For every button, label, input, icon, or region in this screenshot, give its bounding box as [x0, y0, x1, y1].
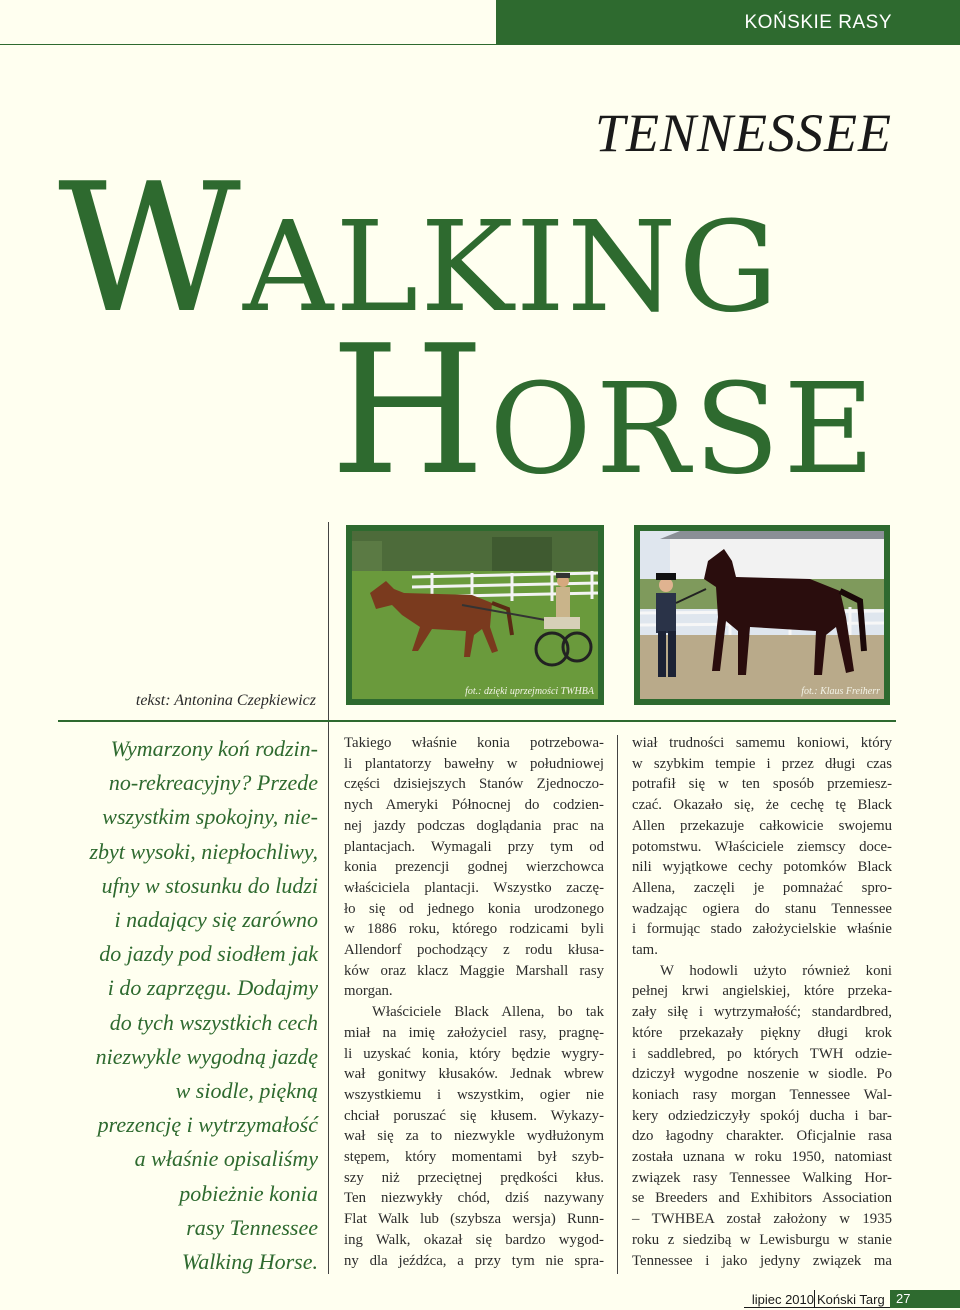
page-number: 27 — [890, 1290, 960, 1308]
body-line: pełnej krwi angielskiej, które przeka- — [632, 983, 892, 1000]
body-line: – TWHBEA został założony w 1935 — [632, 1211, 892, 1228]
body-line: wał się za to niezwykle wydłużonym — [344, 1128, 604, 1145]
body-line: dziczył wygodne noszenie w siodle. Po — [632, 1066, 892, 1083]
body-line: se Breeders and Exhibitors Association — [632, 1190, 892, 1207]
body-line: Tennessee i jako jedyny związek ma — [632, 1252, 892, 1269]
photo-horse-handler — [634, 525, 890, 705]
body-line: Flat Walk lub (szybsza wersja) Runn- — [344, 1211, 604, 1228]
body-line: kery odziedziczyły spokój ducha i bar- — [632, 1107, 892, 1124]
lead-line: prezencję i wytrzymałość — [97, 1112, 318, 1138]
body-line: Takiego właśnie konia potrzebowa- — [344, 735, 604, 751]
lead-line: no-rekreacyjny? Przede — [108, 770, 318, 796]
body-line: nych Ameryki Północnej do codzien- — [344, 797, 604, 814]
lead-line: w siodle, piękną — [175, 1078, 318, 1104]
body-line: Właściciele Black Allena, bo tak — [372, 1004, 604, 1021]
body-line: nili wyjątkowe cechy potomków Black — [632, 859, 892, 876]
lead-line: do jazdy pod siodłem jak — [99, 941, 318, 967]
body-line: została uznana w roku 1950, natomiast — [632, 1149, 892, 1166]
footer-rule — [744, 1307, 890, 1308]
lead-line: Walking Horse. — [181, 1249, 318, 1275]
lead-line: i do zaprzęgu. Dodajmy — [107, 975, 318, 1001]
body-line: potomstwu. Właściciele ziemscy doce- — [632, 838, 892, 855]
body-line: wał gonitwy kłusaków. Jednak wbrew — [344, 1066, 604, 1083]
body-line: dzo łagodny charakter. Oficjalnie rasa — [632, 1128, 892, 1145]
body-line: ło się od jednego konia urodzonego — [344, 900, 604, 917]
body-line: ny dla jeźdźca, a przy tym nie spra- — [344, 1252, 604, 1269]
body-line: morgan. — [344, 983, 393, 1000]
body-line: konia prezencji godnej wierzchowca — [344, 859, 604, 876]
body-line: roku z siedzibą w Lewisburgu w stanie — [632, 1231, 892, 1248]
lead-line: rasy Tennessee — [186, 1214, 318, 1240]
lead-paragraph — [52, 732, 318, 1279]
body-line: li uzyskać konia, który będzie wygry- — [344, 1045, 604, 1062]
lead-line: ufny w stosunku do ludzi — [101, 872, 318, 898]
body-line: związek rasy Tennessee Walking Hor- — [632, 1169, 892, 1186]
photo-horse-cart — [346, 525, 604, 705]
photo-credit-2: fot.: Klaus Freiherr — [801, 686, 880, 697]
body-line: Allendorf pochodzący z rodu kłusa- — [344, 942, 604, 959]
body-line: właściciela plantacji. Wszystko zaczę- — [344, 879, 604, 896]
body-line: Allena, zaczęli je pomnażać spro- — [632, 879, 892, 896]
lead-line: a właśnie opisaliśmy — [134, 1146, 318, 1172]
section-label: KOŃSKIE RASY — [744, 11, 892, 33]
column-divider-2 — [617, 735, 618, 1274]
body-line: tam. — [632, 942, 658, 959]
body-line: li plantatorzy bawełny w południowej — [344, 755, 604, 772]
column-divider — [328, 522, 329, 1274]
body-line: ków oraz klacz Maggie Marshall rasy — [344, 962, 604, 979]
author-byline: tekst: Antonina Czepkiewicz — [135, 692, 316, 709]
title-walking: Walking — [58, 145, 781, 352]
body-line: które przekazały piękny długi krok — [632, 1024, 892, 1041]
section-header-bar — [496, 0, 960, 45]
body-line: ing Walk, okazał się bardzo wygod- — [344, 1231, 604, 1248]
body-line: w szybkim tempie i przez długi czas — [632, 755, 892, 772]
lead-line: do tych wszystkich cech — [109, 1009, 318, 1035]
footer-separator — [814, 1290, 815, 1308]
body-line: wadzając ogiera do stanu Tennessee — [632, 900, 892, 917]
body-line: koniach rasy morgan Tennessee Wal- — [632, 1086, 892, 1103]
lead-line: Wymarzony koń rodzin- — [110, 736, 318, 761]
lead-line: i nadający się zarówno — [114, 907, 318, 933]
body-line: szy niż przeciętnej prędkości kłus. — [344, 1169, 604, 1186]
body-column-2 — [632, 733, 892, 1271]
lead-line: pobieżnie konia — [179, 1180, 318, 1206]
body-line: chciał poruszać się kłusem. Wykazy- — [344, 1107, 604, 1124]
title-pre: TENNESSEE — [594, 103, 892, 163]
body-line: miał na imię założyciel rasy, pragnę- — [344, 1024, 604, 1041]
footer-issue: lipiec 2010 — [751, 1292, 814, 1307]
body-line: plantacjach. Wymagali przy tym od — [344, 838, 604, 855]
title-horse: Horse — [330, 307, 879, 514]
lead-line: niezwykle wygodną jazdę — [95, 1043, 318, 1069]
body-line: wiał trudności samemu koniowi, który — [632, 735, 892, 751]
body-line: wszystkiemu i wszystkim, ogier nie — [344, 1086, 604, 1103]
header-rule — [0, 44, 496, 45]
section-rule — [58, 720, 896, 722]
body-line: Allen przekazuje całkowicie swojemu — [632, 817, 892, 834]
body-line: czać. Okazało się, że cechę tę Black — [632, 797, 892, 814]
body-line: w 1886 roku, którego rodzicami byli — [344, 921, 604, 938]
lead-line: zbyt wysoki, niepłochliwy, — [89, 838, 318, 864]
body-line: i formując stado założycielskie właśnie — [632, 921, 892, 938]
body-line: zały siłę i wytrzymałość; standardbred, — [632, 1004, 892, 1021]
body-column-1 — [344, 733, 604, 1271]
lead-line: wszystkim spokojny, nie- — [102, 804, 318, 830]
footer-magazine: Koński Targ — [817, 1292, 885, 1307]
body-line: W hodowli użyto również koni — [660, 962, 892, 979]
body-line: nej jazdy podczas doglądania prac na — [344, 817, 604, 834]
body-line: potrafił się w ten sposób przemiesz- — [632, 776, 892, 793]
body-line: części dzisiejszych Stanów Zjednoczo- — [344, 776, 604, 793]
body-line: stępem, który momentami był szyb- — [344, 1149, 604, 1166]
body-line: Ten niezwykły chód, dziś nazywany — [344, 1190, 604, 1207]
body-line: i saddlebred, po których TWH odzie- — [632, 1045, 892, 1062]
photo-credit-1: fot.: dzięki uprzejmości TWHBA — [465, 686, 594, 697]
page-footer — [0, 1290, 960, 1310]
